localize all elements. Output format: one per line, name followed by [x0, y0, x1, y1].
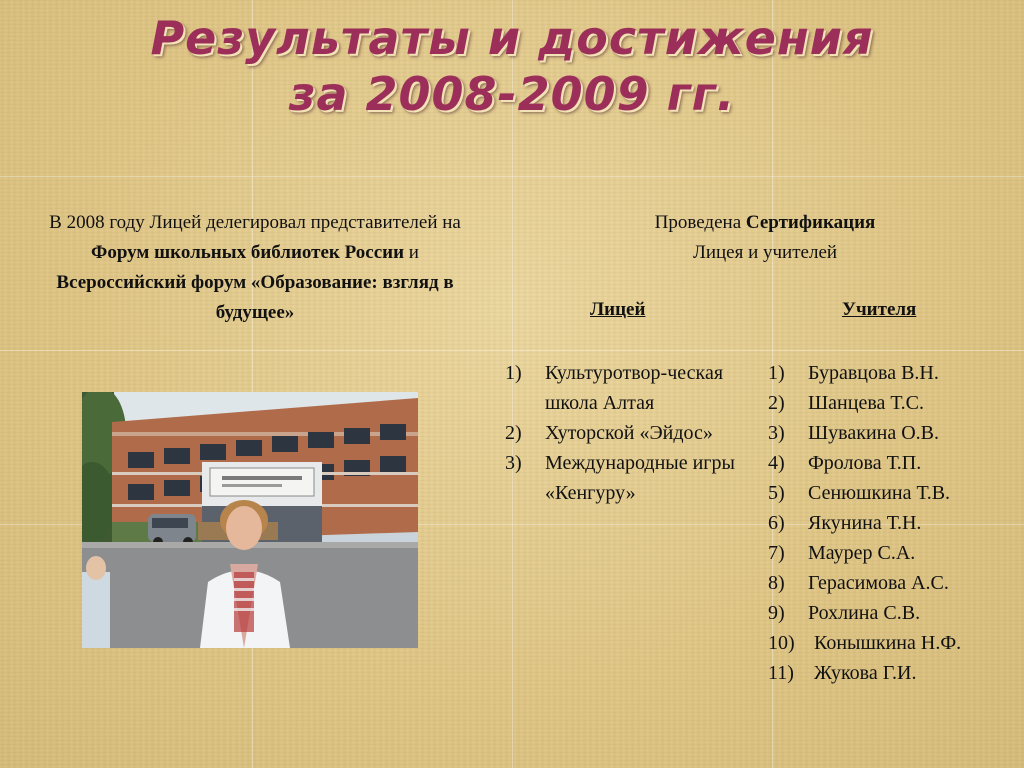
list-item-text: Жукова Г.И.	[814, 662, 917, 684]
list-item-text: Герасимова А.С.	[808, 572, 949, 594]
teachers-certification-list	[768, 358, 1018, 688]
list-item-text: Шувакина О.В.	[808, 422, 940, 444]
certification-subtitle: Лицея и учителей	[692, 242, 838, 263]
list-item	[768, 478, 1018, 508]
lyceum-column-heading: Лицей	[590, 299, 646, 320]
certification-bold: Сертификация	[745, 212, 876, 233]
forum-text-part: и	[404, 242, 419, 263]
forum-text-part: В 2008 году Лицей делегировал представителей на	[49, 212, 461, 233]
list-item	[768, 358, 1018, 388]
certification-text-part: Проведена	[654, 212, 746, 233]
list-item	[768, 508, 1018, 538]
list-item-text: Сенюшкина Т.В.	[808, 482, 951, 504]
list-item-number: 1)	[505, 362, 522, 384]
list-item-text: Буравцова В.Н.	[808, 362, 939, 384]
list-item-number: 1)	[768, 362, 785, 384]
slide-title-line-1: Результаты и достижения	[150, 11, 874, 65]
list-item-text: Фролова Т.П.	[808, 452, 922, 474]
list-item-text: Рохлина С.В.	[808, 602, 921, 624]
forum-name-bold: Всероссийский форум «Образование: взгляд в будущее»	[56, 272, 454, 323]
list-item-text: Шанцева Т.С.	[808, 392, 924, 414]
list-item-number: 3)	[505, 452, 522, 474]
list-item-number: 11)	[768, 662, 794, 684]
list-item	[768, 448, 1018, 478]
list-item	[768, 538, 1018, 568]
list-item-number: 9)	[768, 602, 785, 624]
list-item	[768, 418, 1018, 448]
list-item-text: Хуторской «Эйдос»	[545, 422, 713, 444]
list-item-number: 3)	[768, 422, 785, 444]
list-item	[768, 598, 1018, 628]
lyceum-building-photo	[82, 392, 418, 648]
lyceum-certification-list	[505, 358, 735, 508]
list-item-text: Международные игры «Кенгуру»	[545, 452, 735, 504]
list-item	[505, 358, 735, 418]
slide-title	[0, 10, 1024, 122]
list-item-text: Конышкина Н.Ф.	[814, 632, 962, 654]
list-item	[768, 658, 1018, 688]
list-item-number: 2)	[505, 422, 522, 444]
forum-delegation-text	[40, 208, 470, 328]
list-item-number: 5)	[768, 482, 785, 504]
list-item-text: Якунина Т.Н.	[808, 512, 922, 534]
list-item-number: 7)	[768, 542, 785, 564]
list-item-number: 8)	[768, 572, 785, 594]
list-item	[768, 388, 1018, 418]
list-item	[768, 568, 1018, 598]
list-item	[505, 418, 735, 448]
list-item	[768, 628, 1018, 658]
certification-heading	[560, 208, 970, 268]
forum-name-bold: Форум школьных библиотек России	[91, 242, 405, 263]
teachers-column-heading: Учителя	[842, 299, 917, 320]
list-item-text: Маурер С.А.	[808, 542, 916, 564]
list-item-number: 6)	[768, 512, 785, 534]
list-item	[505, 448, 735, 508]
list-item-number: 4)	[768, 452, 785, 474]
list-item-text: Культуротвор-ческая школа Алтая	[545, 362, 724, 414]
slide-title-line-2: за 2008-2009 гг.	[288, 67, 736, 121]
list-item-number: 2)	[768, 392, 785, 414]
list-item-number: 10)	[768, 632, 795, 654]
